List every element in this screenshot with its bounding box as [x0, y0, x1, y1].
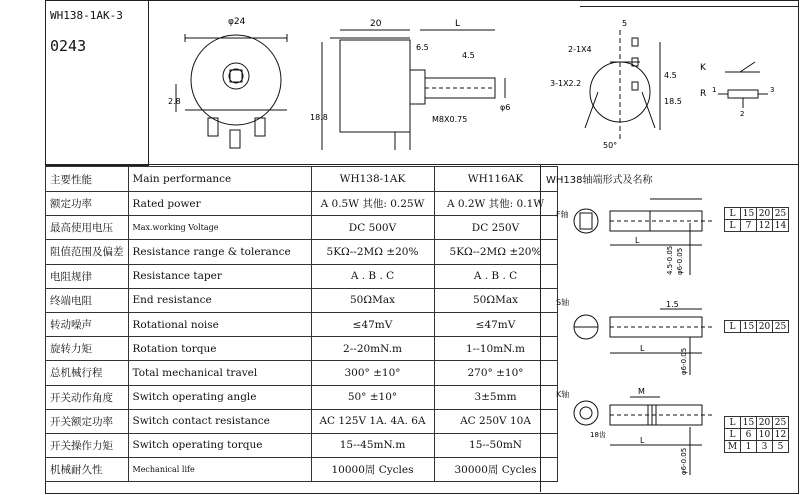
- model-code: WH138-1AK-3: [50, 9, 123, 22]
- cell-en: Total mechanical travel: [128, 361, 311, 385]
- cell-cn: 终端电阻: [46, 288, 129, 312]
- schematic-r: R: [700, 89, 707, 99]
- cell-en: Switch operating torque: [128, 433, 311, 457]
- cell-en: Resistance range & tolerance: [128, 240, 311, 264]
- pot-body-front: [191, 35, 281, 125]
- shaft-bushing-front: [223, 63, 249, 89]
- cell-cn: 转动噪声: [46, 312, 129, 336]
- part-number: 0243: [50, 37, 87, 55]
- cell-v1: 5KΩ--2MΩ ±20%: [311, 240, 434, 264]
- dim-phi6: φ6: [500, 103, 511, 112]
- potentiometer-drawing: [0, 0, 800, 165]
- cell-v2: AC 250V 10A: [434, 409, 557, 433]
- cell-cn: 电阻规律: [46, 264, 129, 288]
- pin-1: 1: [712, 86, 717, 94]
- s-shaft-label: S轴: [556, 298, 570, 307]
- cell-cn: 阻值范围及偏差: [46, 240, 129, 264]
- cell-v2: ≤47mV: [434, 312, 557, 336]
- pin-3: 3: [770, 86, 775, 94]
- terminal-right: [255, 118, 265, 136]
- cell-v1: A 0.5W 其他: 0.25W: [311, 192, 434, 216]
- k-dim-phi6: φ6-0.05: [680, 447, 688, 475]
- table-row: [46, 361, 558, 385]
- pin-2: 2: [740, 110, 745, 118]
- cell-v2: 30000周 Cycles: [434, 458, 557, 482]
- table-row: [46, 312, 558, 336]
- table-row: [46, 409, 558, 433]
- cell-v1: 50° ±10°: [311, 385, 434, 409]
- cell-v2: A 0.2W 其他: 0.1W: [434, 192, 557, 216]
- dim-4-5b: 4.5: [664, 71, 677, 80]
- cell-v1: 15--45mN.m: [311, 433, 434, 457]
- cell-v2: 1--10mN.m: [434, 337, 557, 361]
- dim-m8: M8X0.75: [432, 115, 468, 124]
- cell-en: Switch contact resistance: [128, 409, 311, 433]
- cell-v2: A . B . C: [434, 264, 557, 288]
- k-dim-teeth: 18齿: [590, 431, 606, 439]
- dim-6-5: 6.5: [416, 43, 429, 52]
- dim-phi24: φ24: [228, 17, 246, 27]
- resistor-symbol: [728, 90, 758, 98]
- f-shaft-table: L 15 20 25 L 7 12 14: [724, 207, 789, 232]
- header-en: Main performance: [128, 167, 311, 192]
- dim-3-1x2-2: 3-1X2.2: [550, 79, 582, 88]
- k-shaft-table: L 15 20 25 L 6 10 12 M 1 3 5: [724, 416, 789, 453]
- k-dim-m: M: [638, 387, 645, 396]
- cell-en: Mechanical life: [128, 458, 311, 482]
- dim-50-deg: 50°: [603, 141, 618, 150]
- cell-v1: 300° ±10°: [311, 361, 434, 385]
- dim-4-5: 4.5: [462, 51, 475, 60]
- header-model-2: WH116AK: [434, 167, 557, 192]
- cell-v2: DC 250V: [434, 216, 557, 240]
- terminal-mid: [230, 130, 240, 148]
- cell-cn: 最高使用电压: [46, 216, 129, 240]
- cell-v1: DC 500V: [311, 216, 434, 240]
- dim-5: 5: [622, 19, 628, 28]
- cell-cn: 机械耐久性: [46, 458, 129, 482]
- table-row: [46, 288, 558, 312]
- cell-v1: 10000周 Cycles: [311, 458, 434, 482]
- cell-cn: 开关额定功率: [46, 409, 129, 433]
- table-row: [46, 264, 558, 288]
- s-dim-l: L: [640, 344, 645, 353]
- table-row: [46, 385, 558, 409]
- dim-18-5: 18.5: [664, 97, 682, 106]
- table-row: [46, 458, 558, 482]
- s-shaft-table: L 15 20 25: [724, 320, 789, 333]
- cell-v2: 5KΩ--2MΩ ±20%: [434, 240, 557, 264]
- dim-2-1x4: 2-1X4: [568, 45, 592, 54]
- cell-v1: AC 125V 1A. 4A. 6A: [311, 409, 434, 433]
- cell-en: Max.working Voltage: [128, 216, 311, 240]
- cell-cn: 开关动作角度: [46, 385, 129, 409]
- f-dim-phi6: φ6-0.05: [676, 247, 684, 275]
- cell-en: Rated power: [128, 192, 311, 216]
- cell-v1: 2--20mN.m: [311, 337, 434, 361]
- table-row: [46, 433, 558, 457]
- cell-en: Rotational noise: [128, 312, 311, 336]
- cell-cn: 总机械行程: [46, 361, 129, 385]
- schematic-k: K: [700, 63, 706, 73]
- s-dim-phi6: φ6-0.05: [680, 347, 688, 375]
- cell-en: Resistance taper: [128, 264, 311, 288]
- cell-v1: 50ΩMax: [311, 288, 434, 312]
- cell-cn: 开关操作力矩: [46, 433, 129, 457]
- table-row: [46, 216, 558, 240]
- cell-en: Rotation torque: [128, 337, 311, 361]
- k-dim-l: L: [640, 436, 645, 445]
- cell-v1: ≤47mV: [311, 312, 434, 336]
- table-row: [46, 337, 558, 361]
- f-dim-l: L: [635, 236, 640, 245]
- dim-2-8: 2.8: [168, 97, 181, 106]
- s-dim-1-5: 1.5: [666, 300, 679, 309]
- dim-20: 20: [370, 19, 382, 29]
- cell-en: End resistance: [128, 288, 311, 312]
- cell-v2: 270° ±10°: [434, 361, 557, 385]
- f-shaft-label: F轴: [556, 210, 569, 219]
- dim-18-8: 18.8: [310, 113, 328, 122]
- header-cn: 主要性能: [46, 167, 129, 192]
- dim-l: L: [455, 19, 461, 29]
- table-row: [46, 192, 558, 216]
- cell-v1: A . B . C: [311, 264, 434, 288]
- cell-en: Switch operating angle: [128, 385, 311, 409]
- table-header: [46, 167, 558, 192]
- header-model-1: WH138-1AK: [311, 167, 434, 192]
- cell-v2: 50ΩMax: [434, 288, 557, 312]
- k-shaft-label: K轴: [556, 390, 570, 399]
- cell-v2: 3±5mm: [434, 385, 557, 409]
- table-row: [46, 240, 558, 264]
- cell-v2: 15--50mN: [434, 433, 557, 457]
- f-dim-4-5: 4.5-0.05: [666, 245, 674, 275]
- cell-cn: 旋转力矩: [46, 337, 129, 361]
- performance-table: [45, 166, 558, 482]
- cell-cn: 额定功率: [46, 192, 129, 216]
- shaft-title: WH138轴端形式及名称: [546, 175, 653, 186]
- pot-body-side: [340, 40, 410, 132]
